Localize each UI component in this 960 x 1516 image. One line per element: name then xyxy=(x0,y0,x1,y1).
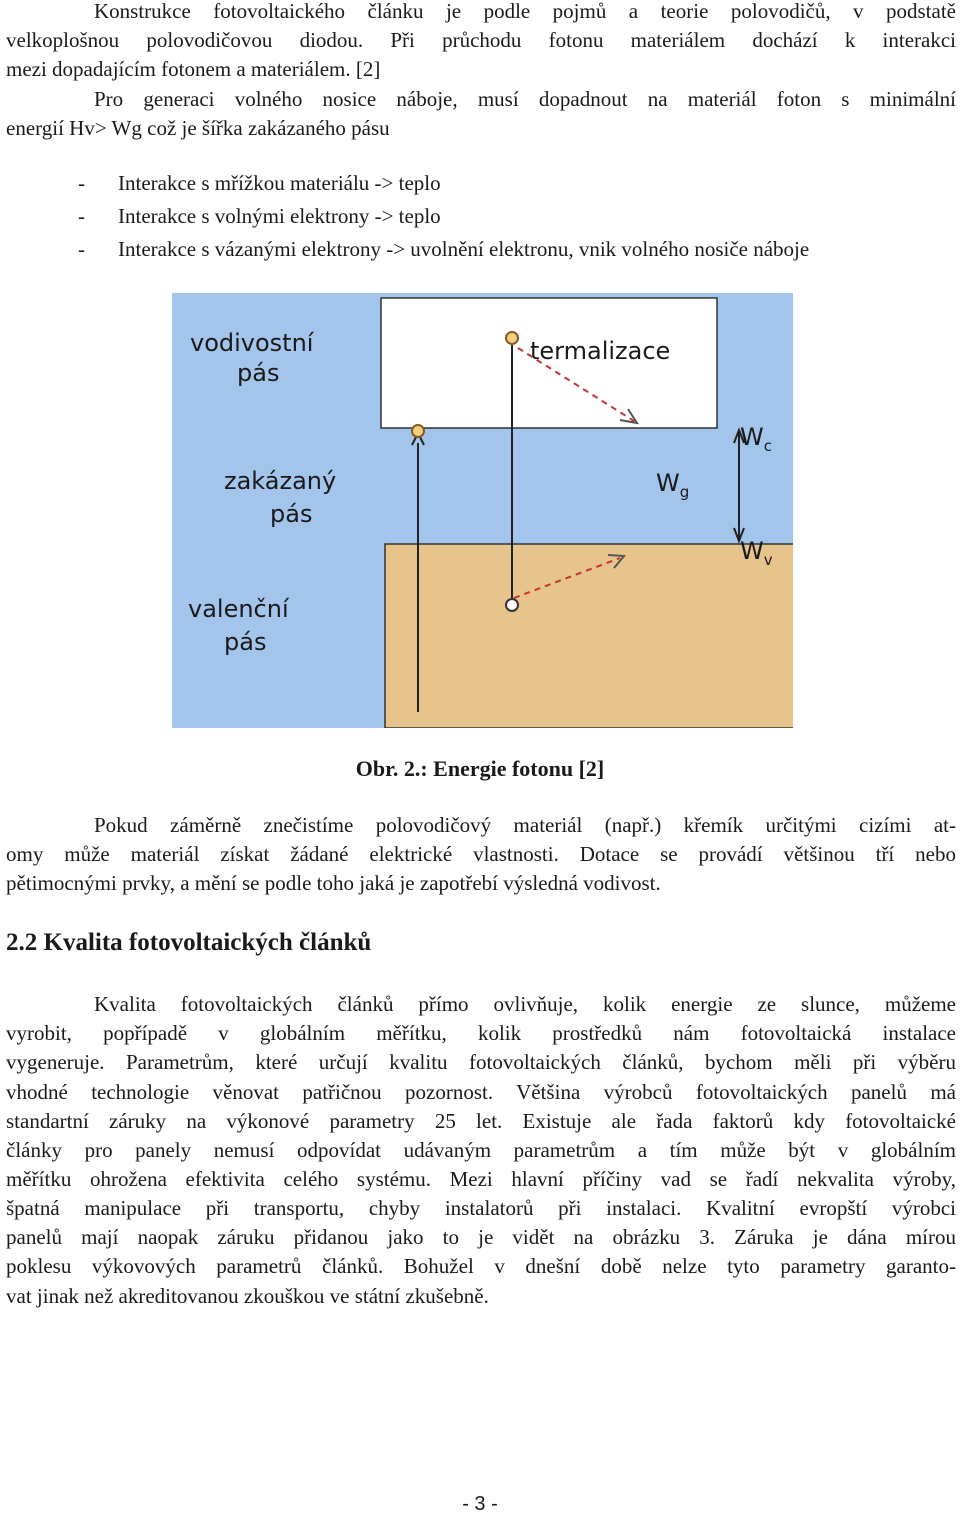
electron-dot xyxy=(506,332,518,344)
intro-line: Pro generaci volného nosice náboje, musí dopadnout na materiál foton s minimální xyxy=(94,87,956,111)
section-line: poklesu výkovových parametrů článků. Bohužel v dnešní době nelze tyto parametry garanto- xyxy=(6,1254,956,1278)
section-line: vygeneruje. Parametrům, které určují kvalitu fotovoltaických článků, bychom měli při výběru xyxy=(6,1050,956,1074)
section-line: vhodné technologie věnovat patřičnou pozornost. Většina výrobců fotovoltaických panelů má xyxy=(6,1080,956,1104)
bullet-dash: - xyxy=(78,171,85,195)
section-line: Kvalita fotovoltaických článků přímo ovlivňuje, kolik energie ze slunce, můžeme xyxy=(94,992,956,1016)
band-diagram-figure xyxy=(172,293,793,728)
page-number: - 3 - xyxy=(462,1493,498,1515)
intro-line: energií Hv> Wg což je šířka zakázaného pásu xyxy=(6,116,390,140)
section-line: panelů mají naopak záruku přidanou jako to je vidět na obrázku 3. Záruka je dána mírou xyxy=(6,1225,956,1249)
intro-line: Konstrukce fotovoltaického článku je podle pojmů a teorie polovodičů, v podstatě xyxy=(94,0,956,23)
figure-caption: Obr. 2.: Energie fotonu [2] xyxy=(355,756,605,781)
section-line: vat jinak než akreditovanou zkouškou ve státní zkušebně. xyxy=(6,1284,489,1308)
intro-line: velkoplošnou polovodičovou diodou. Při průchodu fotonu materiálem dochází k interakci xyxy=(6,28,956,52)
bullet-dash: - xyxy=(78,237,85,261)
section-line: články pro panely nemusí odpovídat udávaným parametrům a tím může být v globálním xyxy=(6,1138,956,1162)
label-forbidden-line2: pás xyxy=(270,500,313,528)
para2-line: omy může materiál získat žádané elektrické vlastnosti. Dotace se provádí většinou tří nebo xyxy=(6,842,956,866)
para2-line: Pokud záměrně znečistíme polovodičový materiál (např.) křemík určitými cizími at- xyxy=(94,813,956,837)
label-thermalization: termalizace xyxy=(530,337,671,365)
intro-line: mezi dopadajícím fotonem a materiálem. [2] xyxy=(6,57,381,81)
label-valence-line2: pás xyxy=(224,628,267,656)
section-line: špatná manipulace při transportu, chyby instalatorů při instalaci. Kvalitní evropští výrobci xyxy=(6,1196,956,1220)
section-line: standartní záruky na výkonové parametry 25 let. Existuje ale řada faktorů kdy fotovoltaické xyxy=(6,1109,956,1133)
bullet-text: Interakce s vázanými elektrony -> uvolnění elektronu, vnik volného nosiče náboje xyxy=(118,237,810,261)
label-valence-line1: valenční xyxy=(188,595,289,623)
section-line: vyrobit, popřípadě v globálním měřítku, kolik prostředků nám fotovoltaická instalace xyxy=(6,1021,956,1045)
valence-band xyxy=(385,544,793,728)
list-item xyxy=(78,167,441,200)
label-conduction-line1: vodivostní xyxy=(190,329,314,357)
bullet-dash: - xyxy=(78,204,85,228)
label-conduction-line2: pás xyxy=(237,359,280,387)
section-line: měřítku ohrožena efektivita celého systému. Mezi hlavní příčiny vad se řadí nekvalita výroby, xyxy=(6,1167,956,1191)
label-forbidden-line1: zakázaný xyxy=(224,467,337,495)
list-item xyxy=(78,233,809,266)
hole-dot xyxy=(506,599,518,611)
para2-line: pětimocnými prvky, a mění se podle toho jaká je zapotřebí výsledná vodivost. xyxy=(6,871,661,895)
label-wc: $W_c$ xyxy=(740,423,772,455)
bullet-text: Interakce s volnými elektrony -> teplo xyxy=(118,204,441,228)
label-wg: $W_g$ xyxy=(656,469,690,501)
bullet-text: Interakce s mřížkou materiálu -> teplo xyxy=(118,171,441,195)
list-item xyxy=(78,200,441,233)
label-wv: $W_v$ xyxy=(740,537,773,569)
excited-electron-dot xyxy=(412,425,424,437)
section-heading: 2.2 Kvalita fotovoltaických článků xyxy=(6,929,372,956)
